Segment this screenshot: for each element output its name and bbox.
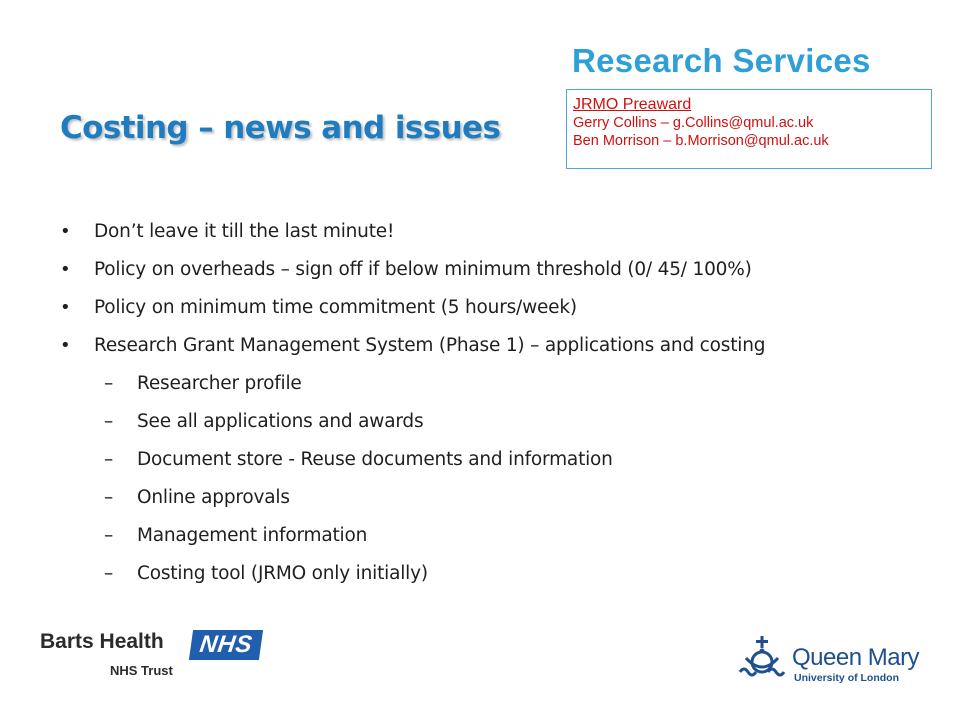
list-item: [0, 479, 960, 517]
sub-bullet-text: Document store - Reuse documents and information: [137, 449, 613, 470]
sub-bullet-text: See all applications and awards: [137, 411, 424, 432]
sub-bullet-text: Management information: [137, 525, 368, 546]
bullet-marker: •: [60, 297, 71, 318]
page-title: Costing – news and issues: [60, 110, 501, 146]
barts-health-name: Barts Health: [40, 630, 164, 653]
nhs-badge: NHS: [189, 630, 263, 660]
contact-line-gerry: Gerry Collins – g.Collins@qmul.ac.uk: [573, 115, 814, 131]
university-of-london-label: University of London: [794, 672, 899, 684]
bullet-marker: •: [60, 259, 71, 280]
bullet-marker: •: [60, 335, 71, 356]
contact-box: [566, 89, 932, 169]
list-item: [0, 441, 960, 479]
bullet-text: Policy on minimum time commitment (5 hours/week): [94, 297, 577, 318]
list-item: [0, 289, 960, 327]
queen-mary-crest-icon: [736, 632, 788, 690]
nhs-trust-label: NHS Trust: [110, 663, 173, 678]
research-services-heading: Research Services: [572, 42, 871, 79]
sub-bullet-text: Costing tool (JRMO only initially): [137, 563, 428, 584]
list-item: [0, 517, 960, 555]
bullet-text: Policy on overheads – sign off if below minimum threshold (0/ 45/ 100%): [94, 259, 752, 280]
dash-marker: –: [104, 487, 114, 508]
dash-marker: –: [104, 373, 114, 394]
list-item: [0, 327, 960, 365]
list-item: [0, 403, 960, 441]
dash-marker: –: [104, 449, 114, 470]
bullet-text: Don’t leave it till the last minute!: [94, 221, 395, 242]
list-item: [0, 213, 960, 251]
queen-mary-logo: [730, 632, 926, 692]
sub-bullet-text: Online approvals: [137, 487, 290, 508]
bullet-marker: •: [60, 221, 71, 242]
bullet-list: [0, 213, 960, 593]
sub-bullet-text: Researcher profile: [137, 373, 302, 394]
contact-line-ben: Ben Morrison – b.Morrison@qmul.ac.uk: [573, 133, 829, 149]
dash-marker: –: [104, 525, 114, 546]
dash-marker: –: [104, 411, 114, 432]
list-item: [0, 555, 960, 593]
contact-heading[interactable]: JRMO Preaward: [573, 96, 692, 113]
queen-mary-name: Queen Mary: [792, 644, 920, 671]
bullet-text: Research Grant Management System (Phase 1) – applications and costing: [94, 335, 766, 356]
list-item: [0, 251, 960, 289]
barts-health-logo: [38, 628, 268, 684]
list-item: [0, 365, 960, 403]
dash-marker: –: [104, 563, 114, 584]
